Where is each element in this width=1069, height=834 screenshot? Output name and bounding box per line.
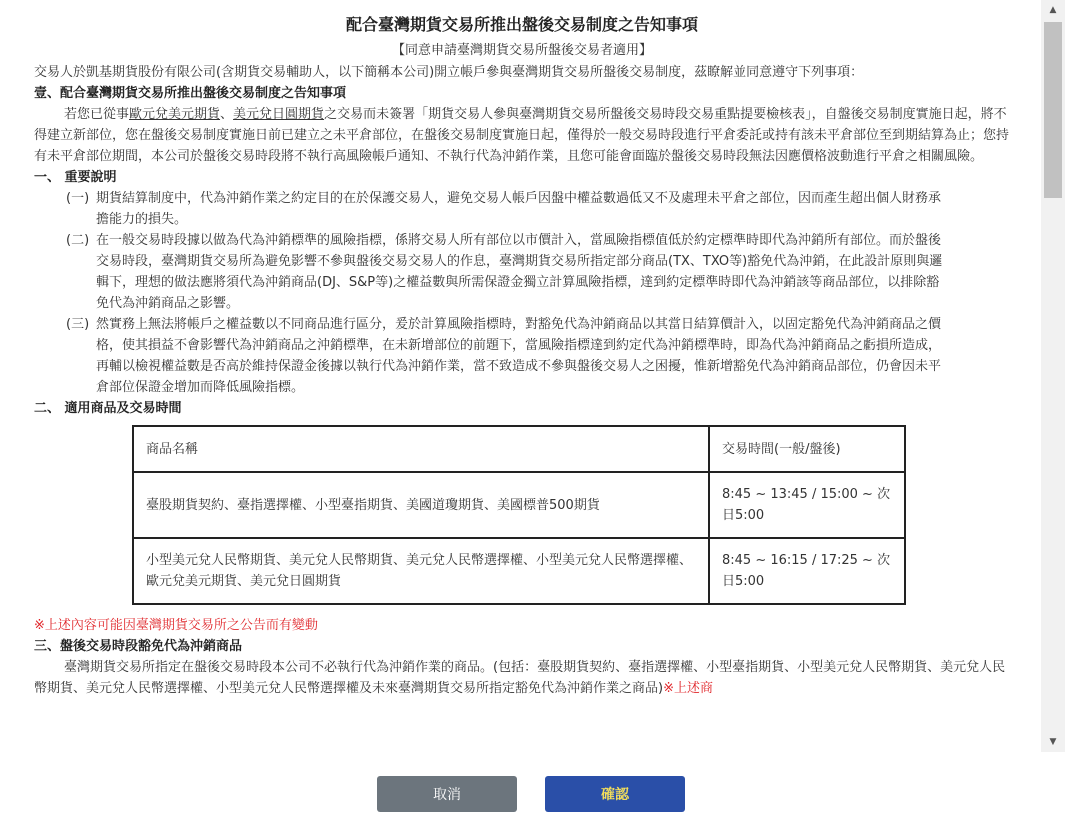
- item-number: (二): [66, 233, 90, 248]
- important-item: [34, 188, 946, 230]
- intro-paragraph: 交易人於凱基期貨股份有限公司(含期貨交易輔助人，以下簡稱本公司)開立帳戶參與臺灣期貨交易所盤後交易制度，茲瞭解並同意遵守下列事項：: [34, 65, 864, 80]
- item-text: 在一般交易時段據以做為代為沖銷標準的風險指標，係將交易人所有部位以市價計入，當風險指標值低於約定標準時即代為沖銷所有部位。而於盤後交易時段，臺灣期貨交易所為避免影響不參與盤後交易交易人的作息，臺灣期貨交易所指定部分商品(TX、TXO等)豁免代為沖銷，在此設計原則與邏輯下，理想的做法應將須代為沖銷商品(DJ、S&P等)之權益數與所需保證金獨立計算風險指標，達到約定標準時即代為沖銷該等商品部位，以排除豁免代為沖銷商品之影響。: [96, 233, 943, 311]
- document-title: 配合臺灣期貨交易所推出盤後交易制度之告知事項: [345, 15, 698, 34]
- products-table: [132, 425, 906, 605]
- section-1-rest: 之交易而未簽署「期貨交易人參與臺灣期貨交易所盤後交易時段交易重點提要檢核表」，自盤後交易制度實施日起，將不得建立新部位，您在盤後交易制度實施日前已建立之未平倉部位，在盤後交易制度實施日起，僅得於一般交易時段進行平倉委託或持有該未平倉部位至到期結算為止；您持有未平倉部位期間，本公司於盤後交易時段將不執行高風險帳戶通知、不執行代為沖銷作業，且您可能會面臨於盤後交易時段無法因應價格波動進行平倉之相關風險。: [34, 107, 1010, 164]
- caret-down-icon[interactable]: ▼: [1049, 737, 1057, 747]
- dialog-footer: [0, 752, 1069, 834]
- section-1-heading: 壹、配合臺灣期貨交易所推出盤後交易制度之告知事項: [34, 86, 347, 101]
- trading-time-cell: 8:45 ~ 13:45 / 15:00 ~ 次日5:00: [709, 472, 905, 538]
- exempt-heading: 三、盤後交易時段豁免代為沖銷商品: [34, 639, 243, 654]
- confirm-button[interactable]: 確認: [545, 776, 685, 812]
- table-header-row: [133, 426, 905, 472]
- section-1-prefix: 若您已從事: [64, 107, 130, 122]
- section-1-paragraph: [34, 104, 1010, 167]
- scrollbar-thumb[interactable]: [1044, 22, 1062, 198]
- product-name-cell: 小型美元兌人民幣期貨、美元兌人民幣期貨、美元兌人民幣選擇權、小型美元兌人民幣選擇權、歐元兌美元期貨、美元兌日圓期貨: [133, 538, 709, 604]
- important-heading: 一、 重要說明: [34, 170, 117, 185]
- header-product-name: 商品名稱: [133, 426, 709, 472]
- exempt-paragraph: [34, 657, 1010, 699]
- item-text: 然實務上無法將帳戶之權益數以不同商品進行區分，爰於計算風險指標時，對豁免代為沖銷商品以其當日結算價計入，以固定豁免代為沖銷商品之價格，使其損益不會影響代為沖銷商品之沖銷標準，在未新增部位的前題下，當風險指標達到約定代為沖銷標準時，即為代為沖銷商品之虧損所造成，再輔以檢視權益數是否高於維持保證金後據以執行代為沖銷作業，當不致造成不參與盤後交易人之困擾，惟新增豁免代為沖銷商品部位，仍會因未平倉部位保證金增加而降低風險指標。: [96, 317, 942, 395]
- change-notice: ※上述內容可能因臺灣期貨交易所之公告而有變動: [34, 618, 318, 633]
- separator: 、: [220, 107, 234, 122]
- exempt-notice: ※上述商: [663, 681, 713, 696]
- table-row: [133, 538, 905, 604]
- trading-time-cell: 8:45 ~ 16:15 / 17:25 ~ 次日5:00: [709, 538, 905, 604]
- product-eur-usd: 歐元兌美元期貨: [129, 107, 221, 122]
- item-text: 期貨結算制度中，代為沖銷作業之約定目的在於保護交易人，避免交易人帳戶因盤中權益數過低又不及處理未平倉之部位，因而產生超出個人財務承擔能力的損失。: [96, 191, 942, 227]
- item-number: (三): [66, 317, 90, 332]
- header-trading-time: 交易時間(一般/盤後): [709, 426, 905, 472]
- exempt-text: 臺灣期貨交易所指定在盤後交易時段本公司不必執行代為沖銷作業的商品。(包括：臺股期貨契約、臺指選擇權、小型臺指期貨、小型美元兌人民幣期貨、美元兌人民幣期貨、美元兌人民幣選擇權、小型美元兌人民幣選擇權及未來臺灣期貨交易所指定豁免代為沖銷作業之商品): [34, 660, 1006, 696]
- item-number: (一): [66, 191, 90, 206]
- product-name-cell: 臺股期貨契約、臺指選擇權、小型臺指期貨、美國道瓊期貨、美國標普500期貨: [133, 472, 709, 538]
- important-item: [34, 314, 946, 398]
- vertical-scrollbar[interactable]: [1041, 0, 1065, 752]
- products-heading: 二、 適用商品及交易時間: [34, 401, 182, 416]
- cancel-button[interactable]: 取消: [377, 776, 517, 812]
- document-subtitle: 【同意申請臺灣期貨交易所盤後交易者適用】: [391, 43, 652, 58]
- product-usd-jpy: 美元兌日圓期貨: [233, 107, 325, 122]
- caret-up-icon[interactable]: ▲: [1049, 5, 1057, 15]
- table-row: [133, 472, 905, 538]
- important-item: [34, 230, 946, 314]
